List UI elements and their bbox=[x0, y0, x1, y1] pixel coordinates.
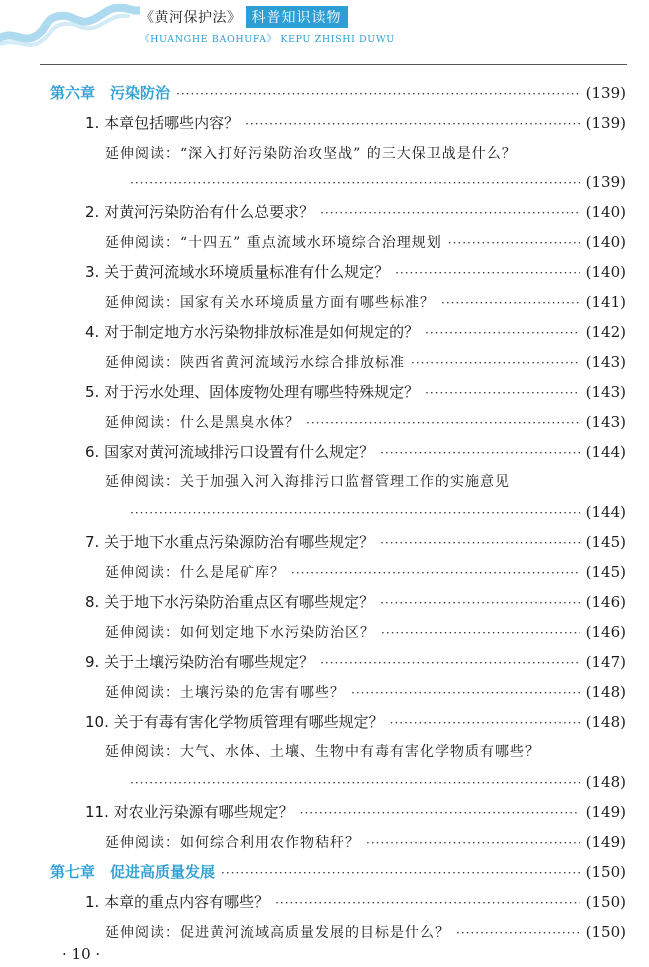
page-folio: · 10 · bbox=[62, 945, 101, 963]
toc-item-6-5[interactable] bbox=[85, 381, 626, 403]
toc-item-6-10[interactable] bbox=[85, 711, 626, 733]
leader-dots bbox=[380, 442, 580, 464]
item-title: 11. 对农业污染源有哪些规定？ bbox=[85, 803, 294, 821]
item-title: 延伸阅读：什么是黑臭水体？ bbox=[105, 415, 300, 431]
toc-extended-7-1[interactable] bbox=[105, 921, 626, 943]
page-number: (150) bbox=[585, 863, 626, 881]
page-number: (144) bbox=[585, 443, 626, 461]
book-title: 《黄河保护法》 bbox=[140, 10, 242, 26]
toc-extended-6-1[interactable]: 延伸阅读：“深入打好污染防治攻坚战” 的三大保卫战是什么？ bbox=[105, 146, 517, 162]
page-number: (145) bbox=[585, 533, 626, 551]
leader-dots bbox=[366, 832, 580, 854]
running-header bbox=[0, 0, 649, 62]
item-title: 9. 关于土壤污染防治有哪些规定？ bbox=[85, 653, 315, 671]
toc-item-6-2[interactable] bbox=[85, 201, 626, 223]
toc-extended-6-8[interactable] bbox=[105, 621, 626, 643]
item-title: 延伸阅读：如何划定地下水污染防治区？ bbox=[105, 625, 375, 641]
toc-chapter-6[interactable] bbox=[50, 82, 626, 104]
page-number: (146) bbox=[585, 623, 626, 641]
leader-dots bbox=[456, 922, 580, 944]
page-number: (148) bbox=[585, 713, 626, 731]
toc-chapter-7[interactable] bbox=[50, 861, 626, 883]
leader-dots bbox=[381, 622, 580, 644]
page-number: (139) bbox=[585, 114, 626, 132]
page-number: (150) bbox=[585, 893, 626, 911]
page-number: (144) bbox=[585, 503, 626, 521]
toc-item-6-6[interactable] bbox=[85, 441, 626, 463]
leader-dots bbox=[130, 772, 580, 794]
item-title: 6. 国家对黄河流域排污口设置有什么规定？ bbox=[85, 443, 375, 461]
toc-extended-6-3[interactable] bbox=[105, 291, 626, 313]
toc-extended-6-1-page bbox=[130, 171, 626, 193]
page-number: (140) bbox=[585, 233, 626, 251]
item-title: 1. 本章的重点内容有哪些？ bbox=[85, 893, 270, 911]
item-title: 8. 关于地下水污染防治重点区有哪些规定？ bbox=[85, 593, 375, 611]
leader-dots bbox=[390, 712, 580, 734]
item-title: 1. 本章包括哪些内容？ bbox=[85, 114, 240, 132]
river-decoration-icon bbox=[0, 0, 140, 62]
toc-extended-6-6[interactable]: 延伸阅读：关于加强入河入海排污口监督管理工作的实施意见 bbox=[105, 474, 510, 490]
leader-dots bbox=[425, 382, 580, 404]
page-number: (143) bbox=[585, 383, 626, 401]
chapter-title: 第六章 污染防治 bbox=[50, 84, 171, 102]
toc-extended-6-2[interactable] bbox=[105, 231, 626, 253]
page-number: (142) bbox=[585, 323, 626, 341]
leader-dots bbox=[300, 802, 580, 824]
page-number: (150) bbox=[585, 923, 626, 941]
toc-item-7-1[interactable] bbox=[85, 891, 626, 913]
header-rule bbox=[40, 64, 627, 65]
leader-dots bbox=[351, 682, 580, 704]
toc-extended-6-5[interactable] bbox=[105, 411, 626, 433]
series-badge: 科普知识读物 bbox=[246, 6, 348, 28]
toc-extended-6-10[interactable]: 延伸阅读：大气、水体、土壤、生物中有毒有害化学物质有哪些？ bbox=[105, 744, 540, 760]
leader-dots bbox=[380, 532, 580, 554]
leader-dots bbox=[306, 412, 580, 434]
toc-item-6-3[interactable] bbox=[85, 261, 626, 283]
item-title: 延伸阅读：“十四五” 重点流域水环境综合治理规划 bbox=[105, 235, 442, 251]
item-title: 5. 对于污水处理、固体废物处理有哪些特殊规定？ bbox=[85, 383, 420, 401]
header-text bbox=[140, 6, 395, 45]
leader-dots bbox=[441, 292, 580, 314]
page-number: (143) bbox=[585, 353, 626, 371]
item-title: 延伸阅读：什么是尾矿库？ bbox=[105, 565, 285, 581]
item-title: 7. 关于地下水重点污染源防治有哪些规定？ bbox=[85, 533, 375, 551]
chapter-title: 第七章 促进高质量发展 bbox=[50, 863, 216, 881]
item-title: 4. 对于制定地方水污染物排放标准是如何规定的？ bbox=[85, 323, 420, 341]
toc-item-6-4[interactable] bbox=[85, 321, 626, 343]
leader-dots bbox=[176, 83, 580, 105]
leader-dots bbox=[320, 652, 580, 674]
header-pinyin: 《HUANGHE BAOHUFA》 KEPU ZHISHI DUWU bbox=[140, 34, 395, 45]
toc-extended-6-6-page bbox=[130, 501, 626, 523]
leader-dots bbox=[275, 892, 580, 914]
page-number: (146) bbox=[585, 593, 626, 611]
page-number: (149) bbox=[585, 833, 626, 851]
item-title: 延伸阅读：陕西省黄河流域污水综合排放标准 bbox=[105, 355, 405, 371]
toc-extended-6-4[interactable] bbox=[105, 351, 626, 373]
toc-item-6-7[interactable] bbox=[85, 531, 626, 553]
item-title: 延伸阅读：如何综合利用农作物秸秆？ bbox=[105, 835, 360, 851]
leader-dots bbox=[425, 322, 580, 344]
item-title: 3. 关于黄河流域水环境质量标准有什么规定？ bbox=[85, 263, 390, 281]
leader-dots bbox=[130, 172, 580, 194]
leader-dots bbox=[320, 202, 580, 224]
page-number: (143) bbox=[585, 413, 626, 431]
page-number: (148) bbox=[585, 683, 626, 701]
leader-dots bbox=[130, 502, 580, 524]
item-title: 延伸阅读：国家有关水环境质量方面有哪些标准？ bbox=[105, 295, 435, 311]
leader-dots bbox=[380, 592, 580, 614]
page-number: (149) bbox=[585, 803, 626, 821]
toc-item-6-9[interactable] bbox=[85, 651, 626, 673]
leader-dots bbox=[395, 262, 580, 284]
toc-item-6-11[interactable] bbox=[85, 801, 626, 823]
page-number: (140) bbox=[585, 263, 626, 281]
page-number: (140) bbox=[585, 203, 626, 221]
item-title: 延伸阅读：促进黄河流域高质量发展的目标是什么？ bbox=[105, 925, 450, 941]
toc-item-6-8[interactable] bbox=[85, 591, 626, 613]
leader-dots bbox=[411, 352, 580, 374]
page-number: (141) bbox=[585, 293, 626, 311]
leader-dots bbox=[291, 562, 580, 584]
item-title: 2. 对黄河污染防治有什么总要求？ bbox=[85, 203, 315, 221]
leader-dots bbox=[448, 232, 580, 254]
item-title: 延伸阅读：土壤污染的危害有哪些？ bbox=[105, 685, 345, 701]
leader-dots bbox=[245, 113, 580, 135]
toc-extended-6-11[interactable] bbox=[105, 831, 626, 853]
page-number: (139) bbox=[585, 84, 626, 102]
page-number: (139) bbox=[585, 173, 626, 191]
page-number: (145) bbox=[585, 563, 626, 581]
toc-extended-6-7[interactable] bbox=[105, 561, 626, 583]
toc-extended-6-9[interactable] bbox=[105, 681, 626, 703]
leader-dots bbox=[221, 862, 580, 884]
toc-item-6-1[interactable] bbox=[85, 112, 626, 134]
page-number: (148) bbox=[585, 773, 626, 791]
page-number: (147) bbox=[585, 653, 626, 671]
item-title: 10. 关于有毒有害化学物质管理有哪些规定？ bbox=[85, 713, 384, 731]
toc-extended-6-10-page bbox=[130, 771, 626, 793]
